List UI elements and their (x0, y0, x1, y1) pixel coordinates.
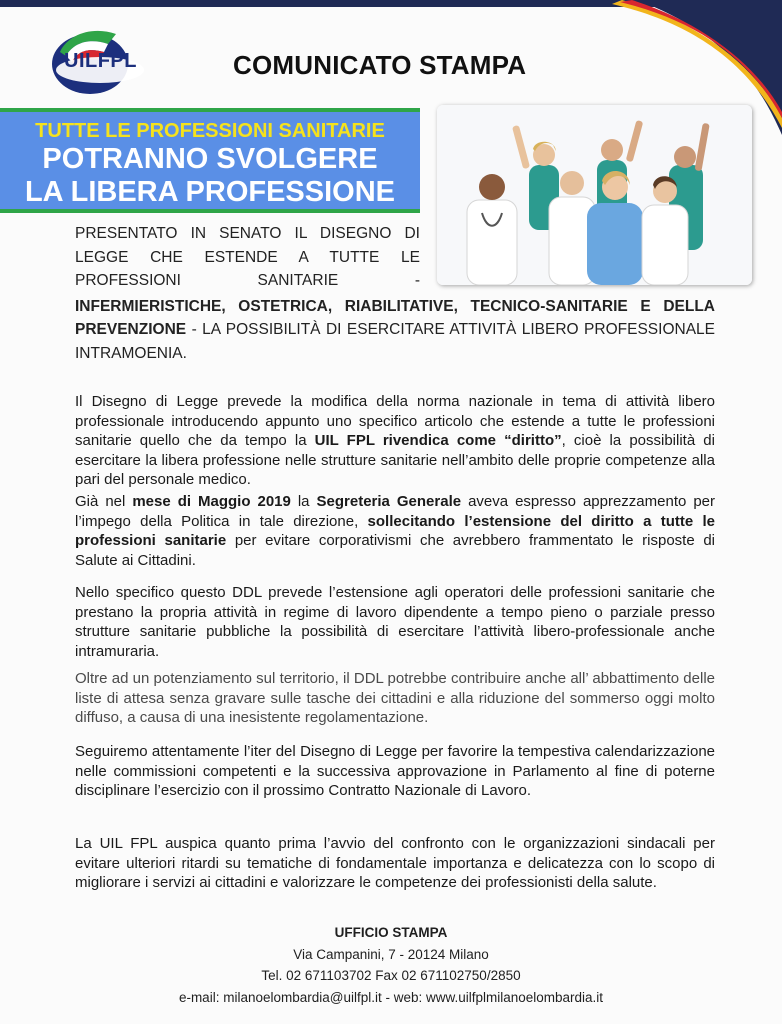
headline-line-3: LA LIBERA PROFESSIONE (24, 176, 396, 208)
headline-banner (0, 108, 420, 213)
text: la (290, 493, 317, 510)
text: per evitare corporativismi che avrebbero frammentato le risposte di Salute ai Cittadini. (75, 532, 715, 569)
text: Il Disegno di Legge prevede la modifica della norma nazionale in tema di attività libero professionale introducendo appunto uno specifico articolo che estende a tutte le professioni sanitarie quello che da tempo la (75, 393, 715, 449)
paragraph-6: La UIL FPL auspica quanto prima l’avvio del confronto con le organizzazioni sindacali per evitare ulteriori ritardi su tematiche di fondamentale importanza e delicatezza con lo scopo di migliorare i servizi ai cittadini e valorizzare le competenze dei professionisti della salute. (75, 835, 715, 891)
text-bold: UIL FPL rivendica come “diritto” (314, 432, 562, 449)
intro-line: LEGGE CHE ESTENDE A TUTTE LE (75, 248, 420, 266)
text: , cioè la possibilità di esercitare la libera professione nelle strutture sanitarie nell’ambito delle proprie competenze alla pari del personale medico. (75, 432, 715, 488)
intro-bold: INFERMIERISTICHE, OSTETRICA, RIABILITATIVE, TECNICO-SANITARIE E DELLA PREVENZIONE (75, 297, 715, 338)
intro-line: PROFESSIONI SANITARIE - (75, 272, 420, 289)
text: aveva espresso apprezzamento per l’impego della Politica in tale direzione, (75, 493, 716, 530)
footer-office: UFFICIO STAMPA (334, 925, 448, 940)
intro-section (75, 222, 715, 365)
intro-line: PRESENTATO IN SENATO IL DISEGNO DI (75, 225, 420, 242)
logo-text: UILFPL (64, 50, 137, 72)
paragraph-4: Oltre ad un potenziamento sul territorio, il DDL potrebbe contribuire anche all’ abbattimento delle liste di attesa senza gravare sulle tasche dei cittadini e alla riduzione del sommerso oggi molto diffuso, a causa di una inesistente regolamentazione. (75, 670, 715, 726)
paragraph-5: Seguiremo attentamente l’iter del Disegno di Legge per favorire la tempestiva calendarizzazione nelle commissioni competenti e la successiva approvazione in Parlamento al fine di poterne disciplinare l’esercizio con il prossimo Contratto Nazionale di Lavoro. (75, 743, 715, 799)
text-bold: mese di Maggio 2019 (132, 493, 291, 510)
paragraph-1 (75, 392, 715, 490)
paragraph-2 (75, 492, 715, 570)
footer (0, 922, 782, 1008)
text-bold: sollecitando l’estensione del diritto a tutte le professioni sanitarie (75, 512, 715, 549)
footer-address: Via Campanini, 7 - 20124 Milano (293, 946, 489, 962)
footer-phone: Tel. 02 671103702 Fax 02 671102750/2850 (261, 968, 521, 983)
paragraph-3: Nello specifico questo DDL prevede l’estensione agli operatori delle professioni sanitarie che prestano la propria attività in regime di lavoro dipendente a tempo pieno o parziale presso strutture sanitarie pubbliche la possibilità di esercitare l’attività libero-professionale anche intramuraria. (75, 584, 715, 660)
page-title: COMUNICATO STAMPA (233, 50, 527, 80)
text-bold: Segreteria Generale (316, 493, 462, 510)
footer-contacts[interactable]: e-mail: milanoelombardia@uilfpl.it - web: www.uilfplmilanoelombardia.it (178, 989, 604, 1005)
intro-rest: - LA POSSIBILITÀ DI ESERCITARE ATTIVITÀ LIBERO PROFESSIONALE INTRAMOENIA. (75, 321, 715, 362)
headline-line-1: TUTTE LE PROFESSIONI SANITARIE (35, 120, 385, 142)
text: Già nel (75, 493, 133, 510)
headline-line-2: POTRANNO SVOLGERE (42, 143, 378, 175)
